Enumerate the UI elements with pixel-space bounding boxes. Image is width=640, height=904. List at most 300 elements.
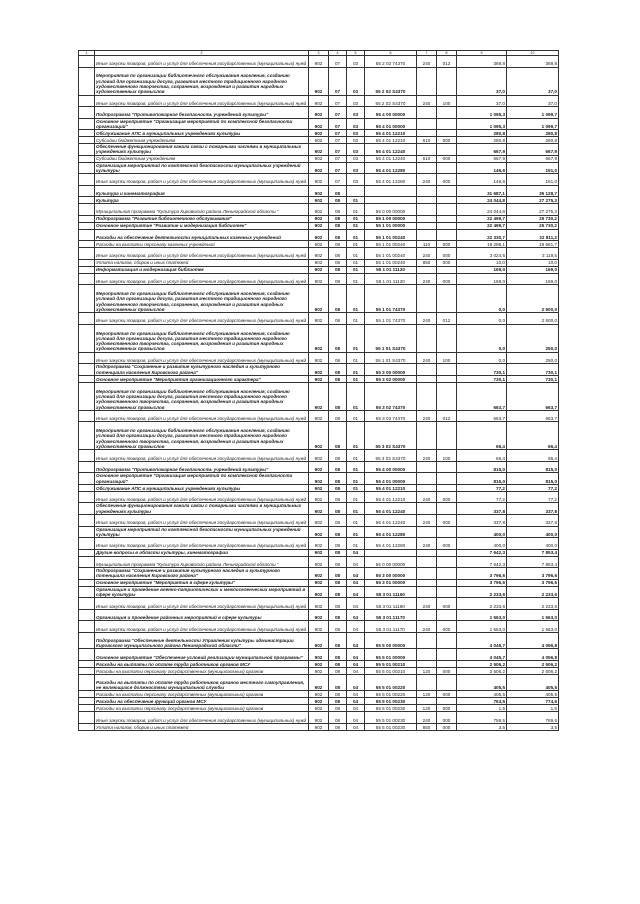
grbs-code-cell: 902 [309, 382, 329, 410]
grbs-code-cell: 902 [309, 364, 329, 376]
item-name-cell: Подпрограмма "Развитие библиотечного обслуживания" [95, 215, 309, 222]
grbs-code-cell: 902 [309, 660, 329, 667]
index-cell [79, 705, 95, 712]
item-name-cell: Иные закупки товаров, работ и услуг для обеспечения государственных (муниципальных) нужд [95, 248, 309, 260]
amount-year1-cell: 667,9 [457, 155, 507, 162]
grbs-code-cell: 902 [309, 598, 329, 610]
index-cell [79, 215, 95, 222]
grbs-code-cell: 902 [309, 241, 329, 248]
kosgu-code-cell [437, 461, 457, 473]
expense-type-cell: 240 [417, 174, 437, 186]
amount-year1-cell: 169,0 [457, 273, 507, 285]
amount-year2-cell: 663,7 [507, 410, 559, 422]
table-row [79, 484, 559, 491]
amount-year1-cell: 369,8 [457, 56, 507, 68]
index-cell [79, 598, 95, 610]
subsection-code-cell: 01 [347, 215, 365, 222]
item-name-cell: Основное мероприятие "Мероприятия в сфере культуры" [95, 579, 309, 586]
expense-type-cell: 240 [417, 598, 437, 610]
kosgu-code-cell [437, 162, 457, 174]
kosgu-code-cell [437, 285, 457, 313]
grbs-code-cell: 902 [309, 137, 329, 144]
expense-type-cell: 240 [417, 712, 437, 724]
item-name-cell: Расходы на обеспечение функций органов МСУ [95, 698, 309, 705]
section-code-cell: 08 [329, 215, 347, 222]
kosgu-code-cell: 012 [437, 410, 457, 422]
target-article-cell: 55 4 01 12280 [365, 526, 417, 538]
grbs-code-cell: 902 [309, 118, 329, 130]
expense-type-cell: 240 [417, 248, 437, 260]
section-code-cell: 08 [329, 259, 347, 266]
grbs-code-cell: 902 [309, 215, 329, 222]
table-row [79, 162, 559, 174]
target-article-cell: 55 1 01 00240 [365, 241, 417, 248]
amount-year1-cell: 66,4 [457, 422, 507, 450]
header-cell: 5 [347, 51, 365, 56]
amount-year1-cell: 663,7 [457, 382, 507, 410]
target-article-cell: 55 4 01 12210 [365, 137, 417, 144]
subsection-code-cell: 01 [347, 484, 365, 491]
target-article-cell [365, 185, 417, 197]
index-cell [79, 691, 95, 698]
kosgu-code-cell [437, 130, 457, 137]
table-row [79, 118, 559, 130]
grbs-code-cell: 902 [309, 259, 329, 266]
amount-year1-cell: 19 296,1 [457, 241, 507, 248]
index-cell [79, 491, 95, 503]
kosgu-code-cell [437, 649, 457, 661]
item-name-cell: Расходы на выплаты по оплате труда работников органов МСУ [95, 660, 309, 667]
item-name-cell: Мероприятия по организации библиотечного обслуживания населения, созданию условий для организации досуга, развития местного традиционного народного художественного творчества, сохранения, возрождения и развития народных художественных промыслов [95, 422, 309, 450]
expense-type-cell [417, 130, 437, 137]
index-cell [79, 285, 95, 313]
amount-year2-cell: 4 056,8 [507, 632, 559, 649]
amount-year2-cell: 3 119,5 [507, 248, 559, 260]
target-article-cell: 55 5 01 00210 [365, 660, 417, 667]
kosgu-code-cell [437, 632, 457, 649]
subsection-code-cell: 01 [347, 491, 365, 503]
table-row [79, 137, 559, 144]
table-row [79, 259, 559, 266]
target-article-cell: 55 1 01 11120 [365, 273, 417, 285]
subsection-code-cell: 04 [347, 674, 365, 691]
expense-type-cell [417, 382, 437, 410]
expense-type-cell [417, 674, 437, 691]
amount-year2-cell: 7 853,4 [507, 549, 559, 556]
subsection-code-cell: 03 [347, 174, 365, 186]
subsection-code-cell: 01 [347, 473, 365, 485]
amount-year2-cell: 337,8 [507, 515, 559, 527]
expense-type-cell [417, 473, 437, 485]
item-name-cell: Мероприятия по организации библиотечного обслуживания населения, созданию условий для организации досуга, развития местного традиционного народного художественного творчества, сохранения, возрождения и развития народных художественных промыслов [95, 382, 309, 410]
table-row [79, 674, 559, 691]
section-code-cell: 07 [329, 144, 347, 156]
target-article-cell: 55 1 01 74370 [365, 313, 417, 325]
subsection-code-cell: 01 [347, 410, 365, 422]
grbs-code-cell: 902 [309, 515, 329, 527]
amount-year1-cell: 2 506,2 [457, 667, 507, 674]
section-code-cell: 08 [329, 723, 347, 730]
grbs-code-cell: 902 [309, 609, 329, 621]
header-cell: 4 [329, 51, 347, 56]
target-article-cell: 55 1 01 00240 [365, 259, 417, 266]
grbs-code-cell: 902 [309, 526, 329, 538]
grbs-code-cell: 902 [309, 461, 329, 473]
header-cell: 7 [417, 51, 437, 56]
table-row [79, 215, 559, 222]
kosgu-code-cell: 000 [437, 538, 457, 550]
grbs-code-cell: 902 [309, 162, 329, 174]
grbs-code-cell: 902 [309, 313, 329, 325]
section-code-cell: 07 [329, 67, 347, 95]
index-cell [79, 660, 95, 667]
amount-year1-cell: 400,0 [457, 526, 507, 538]
amount-year1-cell: 663,7 [457, 410, 507, 422]
expense-type-cell: 240 [417, 273, 437, 285]
item-name-cell: Иные закупки товаров, работ и услуг для обеспечения государственных (муниципальных) нужд [95, 621, 309, 633]
item-name-cell: Основное мероприятие "Мероприятия организационного характера" [95, 375, 309, 382]
index-cell [79, 422, 95, 450]
kosgu-code-cell [437, 185, 457, 197]
grbs-code-cell: 902 [309, 130, 329, 137]
table-row [79, 503, 559, 515]
item-name-cell: Субсидии бюджетным учреждениям [95, 155, 309, 162]
amount-year1-cell: 22 499,7 [457, 215, 507, 222]
target-article-cell: 55 4 01 00000 [365, 118, 417, 130]
expense-type-cell [417, 118, 437, 130]
grbs-code-cell: 902 [309, 503, 329, 515]
grbs-code-cell: 902 [309, 222, 329, 229]
section-code-cell: 07 [329, 118, 347, 130]
amount-year1-cell: 730,1 [457, 375, 507, 382]
section-code-cell: 08 [329, 598, 347, 610]
kosgu-code-cell [437, 556, 457, 568]
grbs-code-cell: 902 [309, 586, 329, 598]
kosgu-code-cell [437, 579, 457, 586]
table-row [79, 248, 559, 260]
expense-type-cell [417, 484, 437, 491]
subsection-code-cell: 01 [347, 422, 365, 450]
item-name-cell: Иные закупки товаров, работ и услуг для обеспечения государственных (муниципальных) нужд [95, 313, 309, 325]
item-name-cell: Другие вопросы в области культуры, кинематографии [95, 549, 309, 556]
amount-year1-cell: 7 642,3 [457, 549, 507, 556]
amount-year1-cell: 815,0 [457, 473, 507, 485]
budget-table [78, 50, 559, 731]
expense-type-cell [417, 324, 437, 352]
target-article-cell: 55 1 01 74370 [365, 285, 417, 313]
amount-year1-cell: 2 506,2 [457, 660, 507, 667]
table-row [79, 144, 559, 156]
target-article-cell: 55 1 01 00240 [365, 229, 417, 241]
grbs-code-cell: 902 [309, 723, 329, 730]
expense-type-cell: 610 [417, 155, 437, 162]
amount-year1-cell: 1 095,3 [457, 118, 507, 130]
index-cell [79, 538, 95, 550]
kosgu-code-cell: 012 [437, 56, 457, 68]
amount-year1-cell: 31 687,1 [457, 185, 507, 197]
table-row [79, 660, 559, 667]
section-code-cell: 08 [329, 491, 347, 503]
item-name-cell: Иные закупки товаров, работ и услуг для обеспечения государственных (муниципальных) нужд [95, 410, 309, 422]
section-code-cell: 08 [329, 691, 347, 698]
amount-year2-cell: 3 796,6 [507, 579, 559, 586]
amount-year2-cell: 2 506,2 [507, 660, 559, 667]
index-cell [79, 162, 95, 174]
target-article-cell: 55 4 01 12240 [365, 155, 417, 162]
amount-year1-cell: 37,0 [457, 67, 507, 95]
subsection-code-cell: 01 [347, 382, 365, 410]
amount-year2-cell: 37,0 [507, 95, 559, 107]
table-row [79, 155, 559, 162]
amount-year1-cell: 0,0 [457, 324, 507, 352]
item-name-cell: Подпрограмма "Противопожарная безопасность учреждений культуры" [95, 461, 309, 473]
table-row [79, 473, 559, 485]
expense-type-cell [417, 632, 437, 649]
amount-year1-cell: 4 045,7 [457, 649, 507, 661]
grbs-code-cell: 902 [309, 473, 329, 485]
item-name-cell: Основное мероприятие "Организация мероприятий по комплексной безопасности организаций" [95, 473, 309, 485]
index-cell [79, 241, 95, 248]
item-name-cell: Уплата налогов, сборов и иных платежей [95, 259, 309, 266]
amount-year1-cell: 280,8 [457, 130, 507, 137]
kosgu-code-cell: 000 [437, 155, 457, 162]
amount-year1-cell: 77,2 [457, 491, 507, 503]
item-name-cell: Информатизация и модернизация библиотек [95, 266, 309, 273]
subsection-code-cell: 03 [347, 56, 365, 68]
kosgu-code-cell [437, 67, 457, 95]
table-row [79, 632, 559, 649]
table-row [79, 130, 559, 137]
kosgu-code-cell: 000 [437, 174, 457, 186]
target-article-cell: 55 1 01 11120 [365, 266, 417, 273]
grbs-code-cell: 902 [309, 155, 329, 162]
section-code-cell: 08 [329, 273, 347, 285]
kosgu-code-cell: 000 [437, 712, 457, 724]
item-name-cell: Подпрограмма "Сохранение и развитие культурного наследия и культурного потенциала населения Кировского района" [95, 364, 309, 376]
header-cell: 6 [365, 51, 417, 56]
expense-type-cell [417, 549, 437, 556]
target-article-cell: 55 1 00 00000 [365, 215, 417, 222]
table-row [79, 723, 559, 730]
expense-type-cell [417, 660, 437, 667]
section-code-cell: 08 [329, 538, 347, 550]
amount-year2-cell: 1 099,7 [507, 118, 559, 130]
table-row [79, 197, 559, 204]
item-name-cell: Организация и проведение районных мероприятий в сфере культуры [95, 609, 309, 621]
target-article-cell: 55 5 01 00000 [365, 649, 417, 661]
section-code-cell: 08 [329, 241, 347, 248]
index-cell [79, 484, 95, 491]
table-row [79, 515, 559, 527]
grbs-code-cell: 902 [309, 229, 329, 241]
amount-year1-cell: 146,6 [457, 174, 507, 186]
amount-year2-cell: 19 681,7 [507, 241, 559, 248]
target-article-cell: 55 3 01 11160 [365, 598, 417, 610]
section-code-cell: 08 [329, 556, 347, 568]
table-row [79, 579, 559, 586]
target-article-cell: 55 4 01 12240 [365, 144, 417, 156]
table-row [79, 241, 559, 248]
grbs-code-cell: 902 [309, 691, 329, 698]
amount-year1-cell: 405,5 [457, 691, 507, 698]
section-code-cell: 08 [329, 204, 347, 216]
section-code-cell: 08 [329, 313, 347, 325]
amount-year2-cell: 25 730,2 [507, 215, 559, 222]
target-article-cell: 55 4 01 12280 [365, 174, 417, 186]
expense-type-cell [417, 698, 437, 705]
amount-year2-cell: 169,0 [507, 266, 559, 273]
subsection-code-cell: 01 [347, 197, 365, 204]
item-name-cell: Субсидии бюджетным учреждениям [95, 137, 309, 144]
kosgu-code-cell: 000 [437, 598, 457, 610]
expense-type-cell [417, 503, 437, 515]
amount-year1-cell: 1 563,0 [457, 621, 507, 633]
subsection-code-cell: 03 [347, 95, 365, 107]
amount-year2-cell: 151,0 [507, 174, 559, 186]
target-article-cell: 55 0 00 00000 [365, 204, 417, 216]
index-cell [79, 503, 95, 515]
subsection-code-cell: 04 [347, 712, 365, 724]
amount-year2-cell: 667,9 [507, 155, 559, 162]
target-article-cell: 55 4 01 12210 [365, 484, 417, 491]
expense-type-cell: 120 [417, 691, 437, 698]
index-cell [79, 185, 95, 197]
grbs-code-cell: 902 [309, 174, 329, 186]
subsection-code-cell: 01 [347, 375, 365, 382]
amount-year2-cell: 66,4 [507, 450, 559, 462]
amount-year1-cell: 0,0 [457, 285, 507, 313]
section-code-cell: 07 [329, 107, 347, 119]
expense-type-cell: 240 [417, 515, 437, 527]
amount-year1-cell: 24 044,8 [457, 197, 507, 204]
table-row [79, 667, 559, 674]
item-name-cell: Муниципальная программа "Культура Кировского района Ленинградской области " [95, 556, 309, 568]
grbs-code-cell: 902 [309, 538, 329, 550]
index-cell [79, 118, 95, 130]
amount-year1-cell: 169,0 [457, 266, 507, 273]
grbs-code-cell: 902 [309, 549, 329, 556]
grbs-code-cell: 902 [309, 107, 329, 119]
amount-year1-cell: 3 024,6 [457, 248, 507, 260]
expense-type-cell: 240 [417, 621, 437, 633]
grbs-code-cell: 902 [309, 95, 329, 107]
amount-year1-cell: 22 499,7 [457, 222, 507, 229]
kosgu-code-cell [437, 266, 457, 273]
kosgu-code-cell: 000 [437, 515, 457, 527]
amount-year2-cell: 667,9 [507, 144, 559, 156]
section-code-cell: 08 [329, 667, 347, 674]
index-cell [79, 155, 95, 162]
expense-type-cell [417, 609, 437, 621]
amount-year1-cell: 2 233,6 [457, 598, 507, 610]
kosgu-code-cell [437, 473, 457, 485]
item-name-cell: Уплата налогов, сборов и иных платежей [95, 723, 309, 730]
expense-type-cell: 240 [417, 95, 437, 107]
grbs-code-cell: 902 [309, 632, 329, 649]
item-name-cell: Муниципальная программа "Культура Кировского района Ленинградской области " [95, 204, 309, 216]
expense-type-cell [417, 586, 437, 598]
target-article-cell: 55 3 02 74370 [365, 382, 417, 410]
expense-type-cell [417, 364, 437, 376]
index-cell [79, 229, 95, 241]
budget-sheet [78, 50, 558, 731]
section-code-cell: 08 [329, 649, 347, 661]
table-row [79, 375, 559, 382]
target-article-cell: 55 5 01 00230 [365, 705, 417, 712]
item-name-cell: Расходы на выплаты персоналу казенных учреждений [95, 241, 309, 248]
table-row [79, 285, 559, 313]
amount-year2-cell: 2 233,6 [507, 586, 559, 598]
table-row [79, 568, 559, 580]
subsection-code-cell: 04 [347, 568, 365, 580]
subsection-code-cell: 03 [347, 162, 365, 174]
target-article-cell: 55 3 01 11160 [365, 586, 417, 598]
subsection-code-cell: 04 [347, 598, 365, 610]
section-code-cell: 07 [329, 56, 347, 68]
section-code-cell: 08 [329, 698, 347, 705]
expense-type-cell: 240 [417, 352, 437, 364]
expense-type-cell: 240 [417, 491, 437, 503]
subsection-code-cell: 03 [347, 107, 365, 119]
table-row [79, 352, 559, 364]
index-cell [79, 197, 95, 204]
subsection-code-cell: 04 [347, 586, 365, 598]
item-name-cell: Расходы на выплаты персоналу государственных (муниципальных) органов [95, 691, 309, 698]
kosgu-code-cell [437, 568, 457, 580]
subsection-code-cell: 01 [347, 450, 365, 462]
index-cell [79, 526, 95, 538]
index-cell [79, 556, 95, 568]
amount-year2-cell: 774,6 [507, 698, 559, 705]
subsection-code-cell: 04 [347, 632, 365, 649]
kosgu-code-cell: 100 [437, 95, 457, 107]
subsection-code-cell: 04 [347, 705, 365, 712]
index-cell [79, 144, 95, 156]
item-name-cell: Иные закупки товаров, работ и услуг для обеспечения государственных (муниципальных) нужд [95, 273, 309, 285]
index-cell [79, 450, 95, 462]
subsection-code-cell: 01 [347, 324, 365, 352]
index-cell [79, 461, 95, 473]
subsection-code-cell: 01 [347, 538, 365, 550]
subsection-code-cell: 04 [347, 698, 365, 705]
grbs-code-cell: 902 [309, 484, 329, 491]
kosgu-code-cell [437, 586, 457, 598]
table-row [79, 491, 559, 503]
table-row [79, 705, 559, 712]
kosgu-code-cell: 100 [437, 352, 457, 364]
kosgu-code-cell: 000 [437, 241, 457, 248]
item-name-cell: Обслуживание АПС в муниципальных учреждениях культуры [95, 484, 309, 491]
expense-type-cell [417, 215, 437, 222]
amount-year1-cell: 400,0 [457, 538, 507, 550]
index-cell [79, 382, 95, 410]
table-row [79, 461, 559, 473]
index-cell [79, 174, 95, 186]
section-code-cell: 08 [329, 266, 347, 273]
target-article-cell: 55 3 02 S4370 [365, 422, 417, 450]
section-code-cell: 08 [329, 248, 347, 260]
target-article-cell: 55 4 01 12210 [365, 491, 417, 503]
expense-type-cell: 120 [417, 705, 437, 712]
target-article-cell: 55 4 00 00000 [365, 107, 417, 119]
target-article-cell: 55 3 00 00000 [365, 364, 417, 376]
subsection-code-cell: 01 [347, 222, 365, 229]
section-code-cell: 08 [329, 375, 347, 382]
table-body [79, 51, 559, 731]
subsection-code-cell: 01 [347, 503, 365, 515]
target-article-cell: 55 2 02 S4370 [365, 95, 417, 107]
amount-year2-cell: 151,0 [507, 162, 559, 174]
